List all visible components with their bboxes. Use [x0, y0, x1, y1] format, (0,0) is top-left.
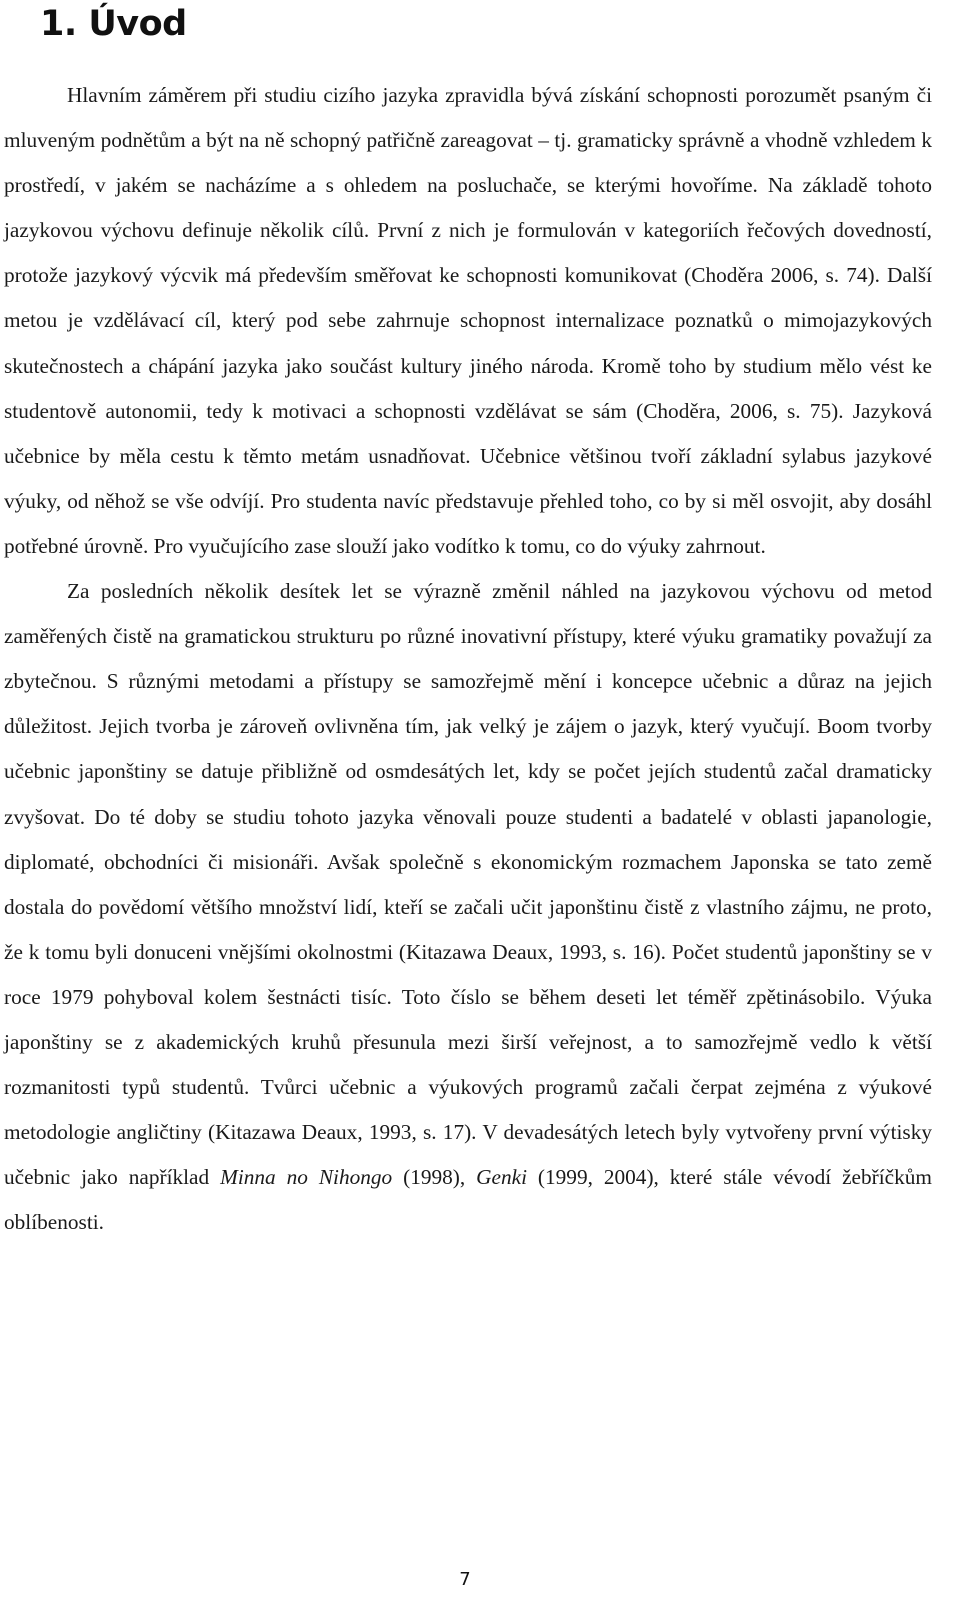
paragraph-2-text-middle: (1998),: [392, 1165, 477, 1190]
book-title-minna-no-nihongo: Minna no Nihongo: [220, 1165, 393, 1190]
book-title-genki: Genki: [476, 1165, 527, 1190]
paragraph-2-text-start: Za posledních několik desítek let se výrazně změnil náhled na jazykovou výchovu od metod zaměřených čistě na gramatickou strukturu po různé inovativní přístupy, které výuku gramatiky považují za zbytečnou. S různými metodami a přístupy se samozřejmě mění i koncepce učebnic a důraz na jejich důležitost. Jejich tvorba je zároveň ovlivněna tím, jak velký je zájem o jazyk, který vyučují. Boom tvorby učebnic japonštiny se datuje přibližně od osmdesátých let, kdy se počet jejích studentů začal dramaticky zvyšovat. Do té doby se studiu tohoto jazyka věnovali pouze studenti a badatelé v oblasti japanologie, diplomaté, obchodníci či misionáři. Avšak společně s ekonomickým rozmachem Japonska se tato země dostala do povědomí většího množství lidí, kteří se začali učit japonštinu čistě z vlastního zájmu, ne proto, že k tomu byli donuceni vnějšími okolnostmi (Kitazawa Deaux, 1993, s. 16). Počet studentů japonštiny se v roce 1979 pohyboval kolem šestnácti tisíc. Toto číslo se během deseti let téměř zpětinásobilo. Výuka japonštiny se z akademických kruhů přesunula mezi širší veřejnost, a to samozřejmě vedlo k větší rozmanitosti typů studentů. Tvůrci učebnic a výukových programů začali čerpat zejména z výukové metodologie angličtiny (Kitazawa Deaux, 1993, s. 17). V devadesátých letech byly vytvořeny první výtisky učebnic jako například: [4, 579, 932, 1190]
page-number: 7: [459, 1569, 471, 1590]
chapter-heading: 1. Úvod: [40, 4, 187, 44]
paragraph-1: Hlavním záměrem při studiu cizího jazyka zpravidla bývá získání schopnosti porozumět psaným či mluveným podnětům a být na ně schopný patřičně zareagovat – tj. gramaticky správně a vhodně vzhledem k prostředí, v jakém se nacházíme a s ohledem na posluchače, se kterými hovoříme. Na základě tohoto jazykovou výchovu definuje několik cílů. První z nich je formulován v kategoriích řečových dovedností, protože jazykový výcvik má především směřovat ke schopnosti komunikovat (Choděra 2006, s. 74). Další metou je vzdělávací cíl, který pod sebe zahrnuje schopnost internalizace poznatků o mimojazykových skutečnostech a chápání jazyka jako součást kultury jiného národa. Kromě toho by studium mělo vést ke studentově autonomii, tedy k motivaci a schopnosti vzdělávat se sám (Choděra, 2006, s. 75). Jazyková učebnice by měla cestu k těmto metám usnadňovat. Učebnice většinou tvoří základní sylabus jazykové výuky, od něhož se vše odvíjí. Pro studenta navíc představuje přehled toho, co by si měl osvojit, aby dosáhl potřebné úrovně. Pro vyučujícího zase slouží jako vodítko k tomu, co do výuky zahrnout.: [4, 83, 932, 558]
body-text: [4, 73, 932, 1245]
paragraph-2-text-end: (1999, 2004), které stále vévodí žebříčkům oblíbenosti.: [4, 1165, 932, 1235]
paragraph-2: [4, 569, 932, 1245]
